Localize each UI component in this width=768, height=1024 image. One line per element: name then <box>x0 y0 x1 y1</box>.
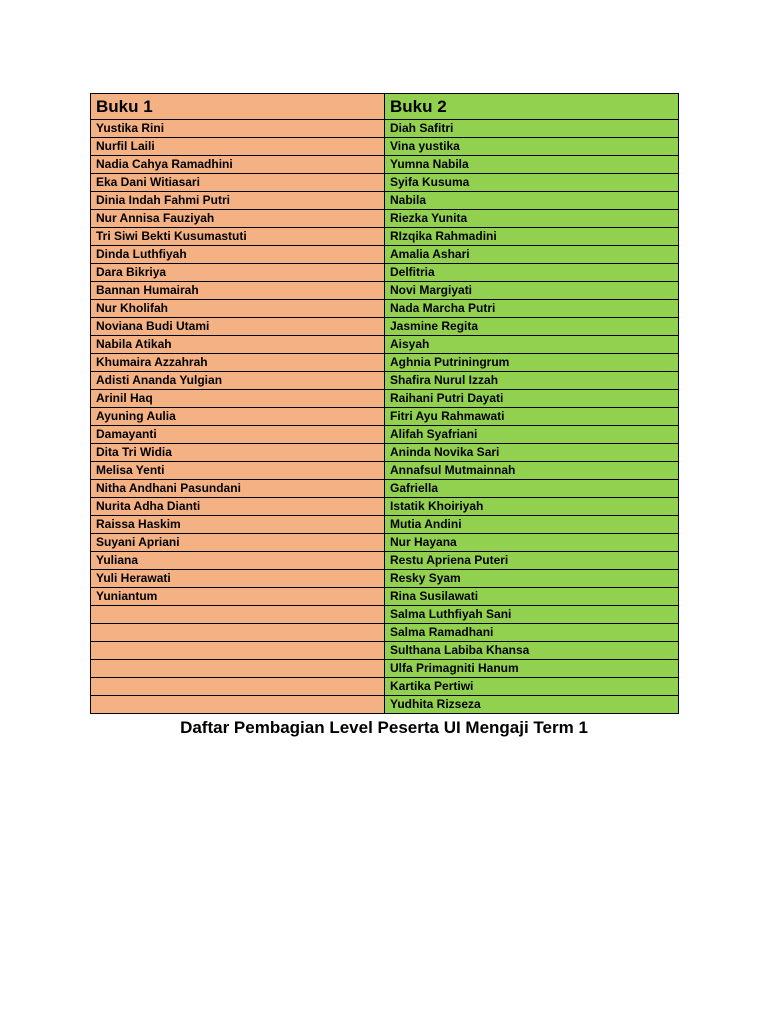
table-row <box>91 408 679 426</box>
table-row <box>91 372 679 390</box>
buku-1-cell: Nurita Adha Dianti <box>91 498 385 516</box>
table-row <box>91 210 679 228</box>
buku-1-cell: Nurfil Laili <box>91 138 385 156</box>
buku-2-cell: Novi Margiyati <box>385 282 679 300</box>
buku-2-cell: Kartika Pertiwi <box>385 678 679 696</box>
buku-1-cell: Nur Kholifah <box>91 300 385 318</box>
buku-2-cell: Jasmine Regita <box>385 318 679 336</box>
table-row <box>91 678 679 696</box>
table-row <box>91 336 679 354</box>
buku-1-cell <box>91 696 385 714</box>
buku-1-cell: Arinil Haq <box>91 390 385 408</box>
buku-2-cell: RIzqika Rahmadini <box>385 228 679 246</box>
table-header-row <box>91 94 679 120</box>
table-row <box>91 588 679 606</box>
buku-1-cell: Dinia Indah Fahmi Putri <box>91 192 385 210</box>
buku-1-cell: Adisti Ananda Yulgian <box>91 372 385 390</box>
buku-2-cell: Sulthana Labiba Khansa <box>385 642 679 660</box>
table-row <box>91 444 679 462</box>
buku-2-cell: Delfitria <box>385 264 679 282</box>
buku-1-cell: Yustika Rini <box>91 120 385 138</box>
buku-1-cell <box>91 642 385 660</box>
buku-2-cell: Shafira Nurul Izzah <box>385 372 679 390</box>
buku-2-cell: Annafsul Mutmainnah <box>385 462 679 480</box>
table-row <box>91 390 679 408</box>
buku-1-cell: Damayanti <box>91 426 385 444</box>
table-row <box>91 300 679 318</box>
table-row <box>91 228 679 246</box>
table-row <box>91 246 679 264</box>
buku-2-cell: Rina Susilawati <box>385 588 679 606</box>
buku-1-cell: Melisa Yenti <box>91 462 385 480</box>
buku-2-cell: Vina yustika <box>385 138 679 156</box>
table-row <box>91 120 679 138</box>
buku-2-cell: Aisyah <box>385 336 679 354</box>
page-caption: Daftar Pembagian Level Peserta UI Mengaji Term 1 <box>180 718 588 737</box>
table-row <box>91 552 679 570</box>
buku-2-cell: Resky Syam <box>385 570 679 588</box>
buku-2-cell: Raihani Putri Dayati <box>385 390 679 408</box>
table-row <box>91 426 679 444</box>
buku-2-cell: Fitri Ayu Rahmawati <box>385 408 679 426</box>
table-row <box>91 156 679 174</box>
table-row <box>91 642 679 660</box>
buku-1-cell: Dinda Luthfiyah <box>91 246 385 264</box>
table-row <box>91 696 679 714</box>
table-row <box>91 516 679 534</box>
buku-2-cell: Alifah Syafriani <box>385 426 679 444</box>
table-row <box>91 624 679 642</box>
table-row <box>91 138 679 156</box>
buku-2-cell: Yumna Nabila <box>385 156 679 174</box>
buku-2-cell: Diah Safitri <box>385 120 679 138</box>
buku-1-cell: Raissa Haskim <box>91 516 385 534</box>
table-row <box>91 174 679 192</box>
buku-1-cell <box>91 660 385 678</box>
buku-1-cell: Nitha Andhani Pasundani <box>91 480 385 498</box>
buku-1-cell: Tri Siwi Bekti Kusumastuti <box>91 228 385 246</box>
buku-1-cell: Bannan Humairah <box>91 282 385 300</box>
table-row <box>91 318 679 336</box>
buku-2-cell: Nabila <box>385 192 679 210</box>
header-buku-1: Buku 1 <box>91 94 385 120</box>
table-row <box>91 606 679 624</box>
buku-2-cell: Amalia Ashari <box>385 246 679 264</box>
buku-2-cell: Gafriella <box>385 480 679 498</box>
buku-1-cell: Dita Tri Widia <box>91 444 385 462</box>
buku-1-cell: Yuniantum <box>91 588 385 606</box>
buku-1-cell: Nur Annisa Fauziyah <box>91 210 385 228</box>
table-row <box>91 660 679 678</box>
buku-1-cell: Yuli Herawati <box>91 570 385 588</box>
header-buku-2: Buku 2 <box>385 94 679 120</box>
table-row <box>91 498 679 516</box>
table-row <box>91 192 679 210</box>
table-row <box>91 480 679 498</box>
buku-1-cell: Noviana Budi Utami <box>91 318 385 336</box>
buku-1-cell: Ayuning Aulia <box>91 408 385 426</box>
table-row <box>91 462 679 480</box>
spreadsheet-area <box>90 93 678 714</box>
buku-1-cell: Nabila Atikah <box>91 336 385 354</box>
buku-2-cell: Yudhita Rizseza <box>385 696 679 714</box>
buku-2-cell: Salma Ramadhani <box>385 624 679 642</box>
buku-1-cell <box>91 606 385 624</box>
buku-1-cell: Khumaira Azzahrah <box>91 354 385 372</box>
table-row <box>91 264 679 282</box>
buku-2-cell: Salma Luthfiyah Sani <box>385 606 679 624</box>
table-body <box>91 120 679 714</box>
buku-1-cell: Dara Bikriya <box>91 264 385 282</box>
buku-1-cell: Eka Dani Witiasari <box>91 174 385 192</box>
buku-1-cell <box>91 678 385 696</box>
buku-2-cell: Aninda Novika Sari <box>385 444 679 462</box>
buku-2-cell: Ulfa Primagniti Hanum <box>385 660 679 678</box>
buku-2-cell: Nur Hayana <box>385 534 679 552</box>
buku-1-cell: Nadia Cahya Ramadhini <box>91 156 385 174</box>
buku-1-cell <box>91 624 385 642</box>
table-row <box>91 570 679 588</box>
buku-2-cell: Riezka Yunita <box>385 210 679 228</box>
buku-1-cell: Suyani Apriani <box>91 534 385 552</box>
buku-2-cell: Istatik Khoiriyah <box>385 498 679 516</box>
table-row <box>91 354 679 372</box>
table-row <box>91 282 679 300</box>
buku-2-cell: Nada Marcha Putri <box>385 300 679 318</box>
buku-1-cell: Yuliana <box>91 552 385 570</box>
table-row <box>91 534 679 552</box>
buku-2-cell: Mutia Andini <box>385 516 679 534</box>
level-assignment-table <box>90 93 679 714</box>
buku-2-cell: Restu Apriena Puteri <box>385 552 679 570</box>
buku-2-cell: Aghnia Putriningrum <box>385 354 679 372</box>
buku-2-cell: Syifa Kusuma <box>385 174 679 192</box>
